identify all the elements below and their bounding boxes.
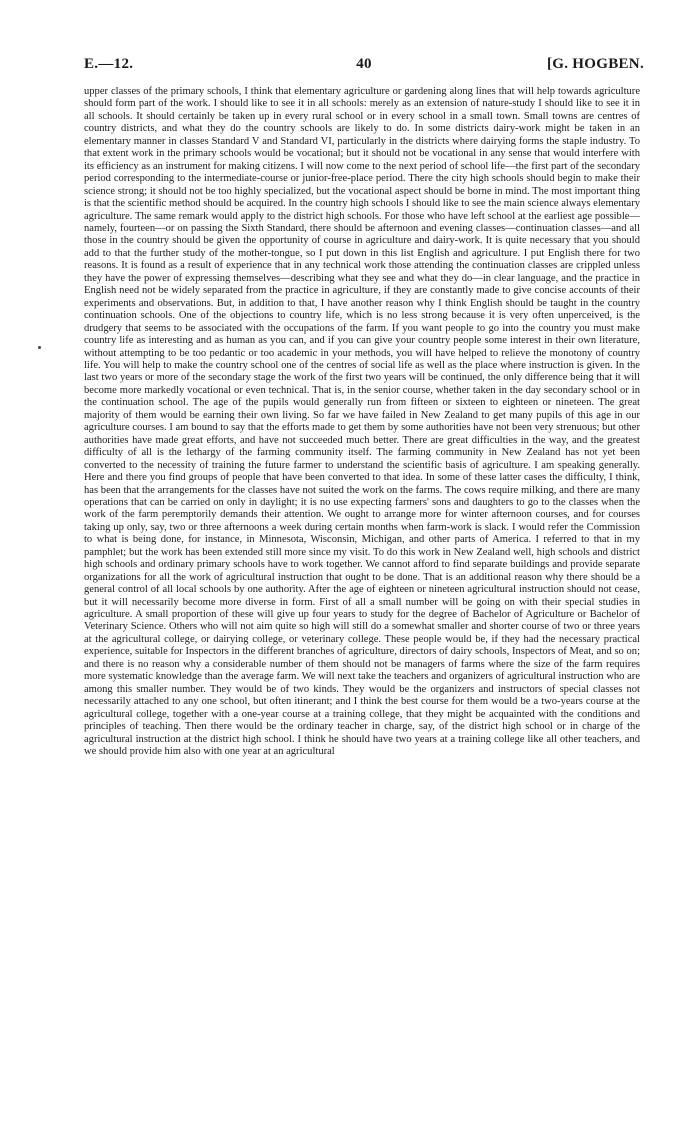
body-paragraph: upper classes of the primary schools, I think that elementary agriculture or gardening along lines that will help towards agriculture should form part of the work. I should like to see it in all schools: merely as an extension of nature-study I should like to see it in all schools. It should certainly be taken up in every rural school or in every school in a small town. Small towns are centres of country districts, and what they do the country schools are likely to do. In some districts dairy-work might be taken in an elementary manner in classes Standard V and Standard VI, particularly in the districts where dairying forms the staple industry. To that extent work in the primary schools would be vocational; but it should not be vocational in any sense that would interfere with its efficiency as an instrument for making citizens. I will now come to the next period of school life—the first part of the secondary period corresponding to the intermediate-course or junior-free-place period. There the city high schools should begin to make their science strong; it should not be too highly specialized, but the vocational aspect should be borne in mind. The most important thing is that the scientific method should be acquired. In the country high schools I should like to see the main science always elementary agriculture. The same remark would apply to the district high schools. For those who have left school at the earliest age possible—namely, fourteen—or on passing the Sixth Standard, there should be afternoon and evening classes—continuation classes—and all those in the country should be given the opportunity of course in agriculture and dairy-work. It is quite necessary that you should add to that the further study of the mother-tongue, so I put down in this list English and agriculture. I put English there for two reasons. It is found as a result of experience that in any technical work those attending the continuation classes are crippled unless they have the power of expressing themselves—describing what they see and what they do—in clear language, and the practice in English need not be widely separated from the practice in agriculture, if they are constantly made to give concise accounts of their experiments and observations. But, in addition to that, I have another reason why I think English should be taught in the country continuation schools. One of the objections to country life, which is no less strong because it is very often unperceived, is the drudgery that seems to be associated with the occupations of the farm. If you want people to go into the country you must make country life as interesting and as human as you can, and if you can give your country people some interest in their own literature, without attempting to be too pedantic or too academic in your methods, you will have helped to relieve the monotony of country life. You will help to make the country school one of the centres of social life as well as the place where instruction is given. In the last two years or more of the secondary stage the work of the first two years will be continued, the only difference being that it will become more markedly vocational or even technical. That is, in the senior course, whether taken in the day secondary school or in the continuation school. The age of the pupils would generally run from fifteen or sixteen to eighteen or nineteen. The great majority of them would be earning their own living. So far we have failed in New Zealand to get many pupils of this age in our agriculture courses. I am bound to say that the efforts made to get them by some authorities have not been very strenuous; but other authorities have made great efforts, and have not succeeded much better. There are great difficulties in the way, and the greatest difficulty of all is the lethargy of the farming community itself. The farming community in New Zealand has not yet been converted to the necessity of training the future farmer to understand the scientific basis of agriculture. I am speaking generally. Here and there you find groups of people that have been converted to that idea. In some of these latter cases the difficulty, I think, has been that the arrangements for the classes have not suited the work on the farms. The cows require milking, and there are many operations that can be carried on only in daylight; it is no use expecting farmers' sons and daughters to go to the classes when the work of the farm peremptorily demands their attention. We ought to arrange more for winter afternoon courses, and for courses taking up only, say, two or three afternoons a week during certain months when farm-work is slack. I would refer the Commission to what is being done, for instance, in Minnesota, Wisconsin, Michigan, and other parts of America. I referred to that in my pamphlet; but the work has been extended still more since my visit. To do this work in New Zealand well, high schools and district high schools and ordinary primary schools have to work together. We cannot afford to find separate buildings and provide separate organizations for all the work of agricultural instruction that ought to be done. That is an additional reason why there should be a general control of all local schools by one authority. After the age of eighteen or nineteen agricultural instruction should not cease, but it will necessarily become more diverse in form. First of all a small number will be going on with their special studies in agriculture. A small proportion of these will give up four years to study for the degree of Bachelor of Agriculture or Bachelor of Veterinary Science. Others who will not aim quite so high will still do a somewhat smaller and shorter course of two or three years at the agricultural college, or dairying college, or veterinary college. These people would be, if they had the necessary practical experience, suitable for Inspectors in the different branches of agriculture, directors of dairy schools, Inspectors of Meat, and so on; and there is no reason why a considerable number of them should not be managers of farms where the size of the farm requires more systematic knowledge than the average farm. We will next take the teachers and organizers of agricultural instruction who are among this smaller number. They would be of two kinds. They would be the organizers and instructors of special classes not necessarily attached to any one school, but often itinerant; and I think the best course for them would be a two-years course at the agricultural college, together with a one-year course at a training college, that they might be acquainted with the conditions and principles of teaching. Then there would be the ordinary teacher in charge, say, of the district high school or in charge of the agricultural instruction at the district high school. I think he should have two years at a training college like all other teachers, and we should provide him also with one year at an agricultural xyxy=(84,86,640,758)
witness-name: [G. HOGBEN. xyxy=(546,56,644,72)
body-text-block xyxy=(84,86,640,758)
document-reference: E.—12. xyxy=(84,56,134,72)
page-number: 40 xyxy=(356,56,372,72)
page-header xyxy=(84,56,644,76)
margin-mark xyxy=(38,346,41,349)
